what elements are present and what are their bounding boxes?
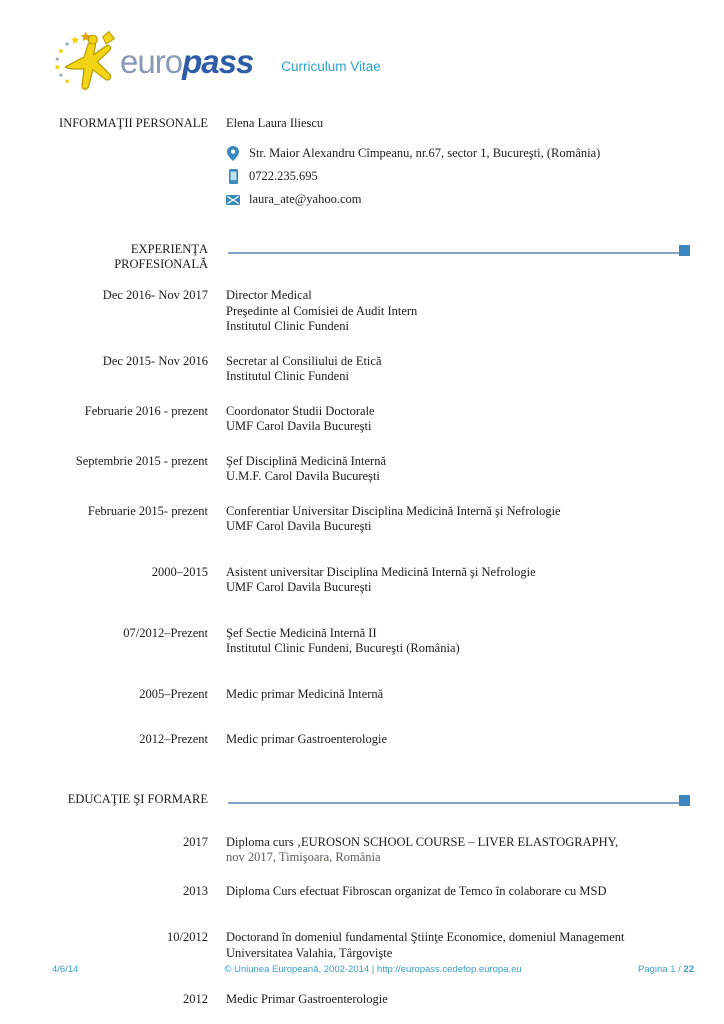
entry-line: U.M.F. Carol Davila Bucureşti (226, 469, 380, 483)
experience-entry (50, 504, 690, 535)
experience-list (50, 288, 690, 748)
experience-entry (50, 454, 690, 485)
entry-line: Institutul Clinic Fundeni (226, 369, 349, 383)
entry-line: Asistent universitar Disciplina Medicină Internă şi Nefrologie (226, 564, 536, 579)
footer-page-total: 22 (683, 964, 694, 975)
entry-line: UMF Carol Davila Bucureşti (226, 519, 372, 533)
section-rule-square (679, 245, 690, 256)
entry-line: nov 2017, Timişoara, România (226, 850, 381, 864)
person-name: Elena Laura Iliescu (226, 116, 324, 130)
entry-content (226, 835, 690, 866)
entry-content (226, 288, 690, 335)
location-pin-icon (226, 146, 240, 161)
entry-line: Şef Sectie Medicină Internă II (226, 625, 377, 640)
entry-content (226, 626, 690, 657)
entry-content (226, 732, 690, 748)
entry-line: Institutul Clinic Fundeni (226, 319, 349, 333)
entry-content (226, 504, 690, 535)
section-rule (226, 795, 690, 807)
entry-line: Medic Primar Gastroenterologie (226, 992, 388, 1006)
entry-date: 2005–Prezent (139, 686, 208, 701)
entry-content (226, 687, 690, 703)
contact-row-email (50, 192, 690, 207)
education-list (50, 835, 690, 1008)
contact-row-phone (50, 169, 690, 184)
entry-date: 2013 (183, 883, 208, 898)
entry-line: Conferentiar Universitar Disciplina Medicină Internă şi Nefrologie (226, 503, 561, 518)
entry-line: Director Medical (226, 288, 312, 302)
document-type-label: Curriculum Vitae (281, 58, 381, 74)
entry-date: Februarie 2016 - prezent (84, 403, 208, 418)
entry-line: Secretar al Consiliului de Etică (226, 353, 382, 368)
entry-content (226, 454, 690, 485)
entry-date: 2012–Prezent (139, 732, 208, 746)
entry-content (226, 354, 690, 385)
mobile-phone-icon (226, 169, 240, 184)
entry-date: 2012 (183, 992, 208, 1006)
entry-line: Diploma Curs efectuat Fibroscan organizat de Temco în colaborare cu MSD (226, 883, 607, 898)
education-entry (50, 835, 690, 866)
experience-entry (50, 626, 690, 657)
entry-date: Dec 2015- Nov 2016 (102, 353, 208, 368)
experience-entry (50, 288, 690, 335)
entry-date: Februarie 2015- prezent (87, 503, 208, 518)
personal-info-header (50, 116, 690, 131)
entry-date: 10/2012 (167, 930, 208, 944)
contact-row-address (50, 146, 690, 161)
footer-date: 4/6/14 (52, 964, 79, 975)
entry-line: Preşedinte al Comisiei de Audit Intern (226, 303, 418, 318)
entry-content (226, 884, 690, 900)
education-entry (50, 992, 690, 1008)
experience-entry (50, 732, 690, 748)
entry-date: 2000–2015 (151, 564, 208, 579)
section-rule-line (228, 252, 690, 254)
entry-line: Şef Disciplină Medicină Internă (226, 453, 387, 468)
section-rule (226, 245, 690, 257)
entry-line: Medic primar Medicină Internă (226, 686, 384, 701)
education-section-header (50, 792, 690, 807)
page-footer (52, 964, 694, 975)
entry-line: Coordonator Studii Doctorale (226, 403, 375, 418)
entry-line: UMF Carol Davila Bucureşti (226, 419, 372, 433)
footer-copyright: © Uniunea Europeană, 2002-2014 | http://europass.cedefop.europa.eu (224, 964, 522, 975)
entry-line: Universitatea Valahia, Târgovişte (226, 945, 393, 960)
brand-pass: pass (182, 43, 254, 80)
experience-entry (50, 687, 690, 703)
entry-line: Doctorand în domeniul fundamental Ştiinţe Economice, domeniul Management (226, 930, 625, 944)
entry-date: 2017 (183, 834, 208, 849)
email-envelope-icon (226, 195, 240, 205)
experience-section-label: EXPERIENŢA PROFESIONALĂ (114, 242, 208, 271)
phone-text: 0722.235.695 (249, 169, 318, 183)
education-section-label: EDUCAŢIE ŞI FORMARE (67, 791, 208, 806)
entry-line: Institutul Clinic Fundeni, Bucureşti (România) (226, 641, 460, 655)
email-text: laura_ate@yahoo.com (249, 192, 362, 206)
education-entry (50, 930, 690, 961)
personal-section-label: INFORMAŢII PERSONALE (59, 116, 208, 130)
section-rule-line (228, 802, 690, 804)
experience-entry (50, 404, 690, 435)
entry-date: Dec 2016- Nov 2017 (102, 288, 208, 302)
brand-euro: euro (120, 43, 183, 80)
entry-content (226, 992, 690, 1008)
education-entry (50, 884, 690, 900)
entry-line: Diploma curs ‚EUROSON SCHOOL COURSE – LIVER ELASTOGRAPHY, (226, 834, 619, 849)
experience-section-header (50, 242, 690, 271)
section-rule-square (679, 795, 690, 806)
entry-line: Medic primar Gastroenterologie (226, 732, 388, 746)
entry-content (226, 565, 690, 596)
entry-content (226, 404, 690, 435)
experience-entry (50, 565, 690, 596)
entry-content (226, 930, 690, 961)
entry-line: UMF Carol Davila Bucureşti (226, 580, 372, 594)
address-text: Str. Maior Alexandru Cîmpeanu, nr.67, sector 1, Bucureşti, (România) (249, 146, 601, 160)
experience-entry (50, 354, 690, 385)
entry-date: 07/2012–Prezent (123, 625, 208, 640)
entry-date: Septembrie 2015 - prezent (75, 453, 208, 468)
footer-page-number: Pagina 1 / 22 (638, 964, 694, 975)
